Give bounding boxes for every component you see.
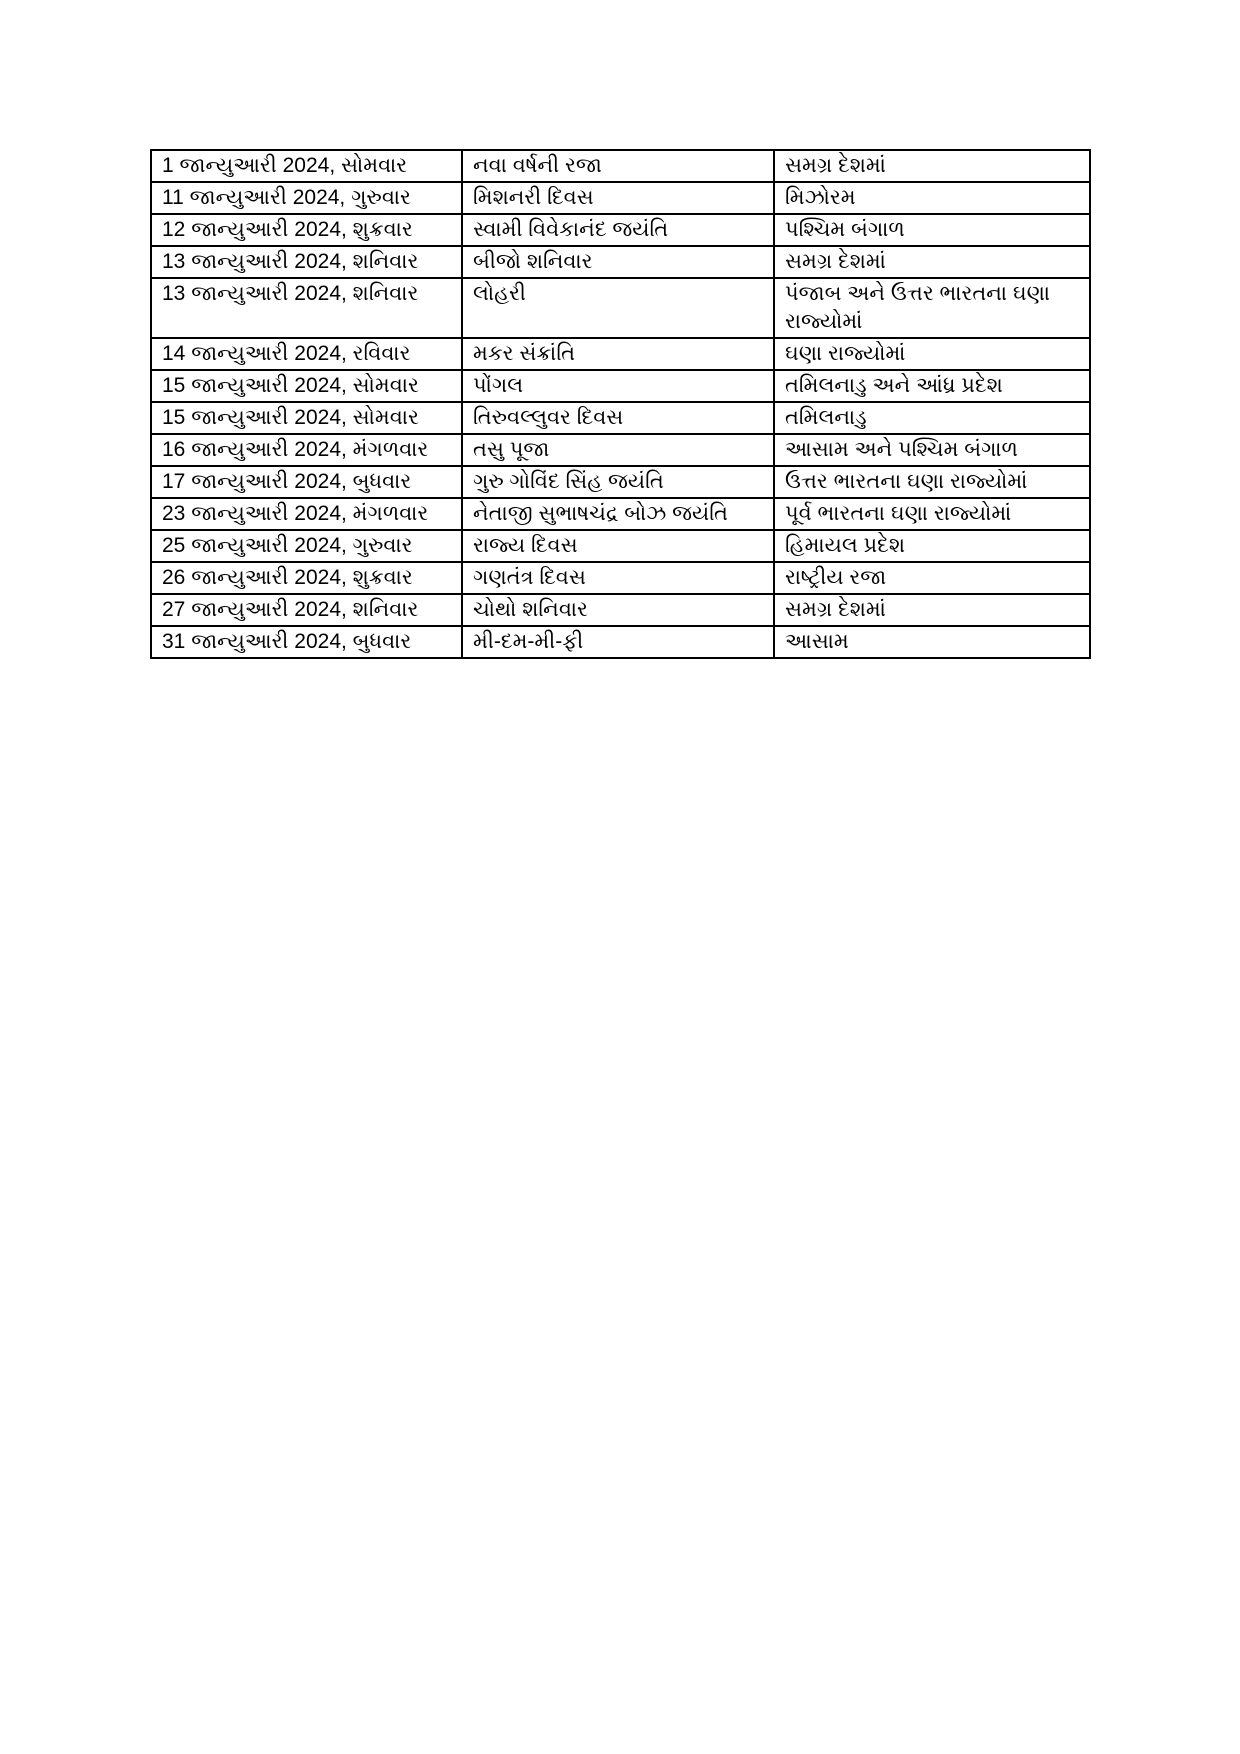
date-cell: 14 જાન્યુઆરી 2024, રવિવાર [151, 338, 462, 370]
table-row [151, 594, 1090, 626]
date-cell: 15 જાન્યુઆરી 2024, સોમવાર [151, 370, 462, 402]
date-cell: 15 જાન્યુઆરી 2024, સોમવાર [151, 402, 462, 434]
region-cell: સમગ્ર દેશમાં [774, 246, 1090, 278]
table-row [151, 370, 1090, 402]
date-cell: 27 જાન્યુઆરી 2024, શનિવાર [151, 594, 462, 626]
holiday-cell: ગણતંત્ર દિવસ [462, 562, 774, 594]
date-cell: 11 જાન્યુઆરી 2024, ગુરુવાર [151, 182, 462, 214]
date-cell: 16 જાન્યુઆરી 2024, મંગળવાર [151, 434, 462, 466]
holiday-cell: ચોથો શનિવાર [462, 594, 774, 626]
table-row [151, 498, 1090, 530]
region-cell: સમગ્ર દેશમાં [774, 150, 1090, 182]
region-cell: આસામ [774, 626, 1090, 658]
date-cell: 31 જાન્યુઆરી 2024, બુધવાર [151, 626, 462, 658]
region-cell: સમગ્ર દેશમાં [774, 594, 1090, 626]
date-cell: 13 જાન્યુઆરી 2024, શનિવાર [151, 246, 462, 278]
holiday-cell: સ્વામી વિવેકાનંદ જયંતિ [462, 214, 774, 246]
holiday-cell: રાજ્ય દિવસ [462, 530, 774, 562]
region-cell: પૂર્વ ભારતના ઘણા રાજ્યોમાં [774, 498, 1090, 530]
holiday-cell: નેતાજી સુભાષચંદ્ર બોઝ જયંતિ [462, 498, 774, 530]
date-cell: 17 જાન્યુઆરી 2024, બુધવાર [151, 466, 462, 498]
date-cell: 23 જાન્યુઆરી 2024, મંગળવાર [151, 498, 462, 530]
table-row [151, 434, 1090, 466]
date-cell: 25 જાન્યુઆરી 2024, ગુરુવાર [151, 530, 462, 562]
region-cell: તમિલનાડુ [774, 402, 1090, 434]
table-row [151, 530, 1090, 562]
holiday-cell: પોંગલ [462, 370, 774, 402]
date-cell: 1 જાન્યુઆરી 2024, સોમવાર [151, 150, 462, 182]
holiday-cell: નવા વર્ષની રજા [462, 150, 774, 182]
date-cell: 12 જાન્યુઆરી 2024, શુક્રવાર [151, 214, 462, 246]
holiday-cell: તિરુવલ્લુવર દિવસ [462, 402, 774, 434]
table-row [151, 214, 1090, 246]
holiday-cell: મકર સંક્રાંતિ [462, 338, 774, 370]
holiday-cell: મી-દમ-મી-ફી [462, 626, 774, 658]
region-cell: મિઝોરમ [774, 182, 1090, 214]
table-row [151, 246, 1090, 278]
holiday-cell: મિશનરી દિવસ [462, 182, 774, 214]
table-body [151, 150, 1090, 658]
holiday-cell: બીજો શનિવાર [462, 246, 774, 278]
table-row [151, 402, 1090, 434]
region-cell: ઘણા રાજ્યોમાં [774, 338, 1090, 370]
region-cell: ઉત્તર ભારતના ઘણા રાજ્યોમાં [774, 466, 1090, 498]
region-cell: રાષ્ટ્રીય રજા [774, 562, 1090, 594]
date-cell: 26 જાન્યુઆરી 2024, શુક્રવાર [151, 562, 462, 594]
holiday-table [150, 149, 1091, 659]
region-cell: પંજાબ અને ઉત્તર ભારતના ઘણા રાજ્યોમાં [774, 278, 1090, 338]
holiday-cell: ગુરુ ગોવિંદ સિંહ જયંતિ [462, 466, 774, 498]
table-row [151, 182, 1090, 214]
region-cell: પશ્ચિમ બંગાળ [774, 214, 1090, 246]
holiday-cell: લોહરી [462, 278, 774, 338]
region-cell: તમિલનાડુ અને આંધ્ર પ્રદેશ [774, 370, 1090, 402]
date-cell: 13 જાન્યુઆરી 2024, શનિવાર [151, 278, 462, 338]
table-row [151, 626, 1090, 658]
table-row [151, 150, 1090, 182]
table-row [151, 338, 1090, 370]
table-row [151, 562, 1090, 594]
table-row [151, 466, 1090, 498]
region-cell: હિમાયલ પ્રદેશ [774, 530, 1090, 562]
holiday-cell: તસુ પૂજા [462, 434, 774, 466]
table-row [151, 278, 1090, 338]
region-cell: આસામ અને પશ્ચિમ બંગાળ [774, 434, 1090, 466]
